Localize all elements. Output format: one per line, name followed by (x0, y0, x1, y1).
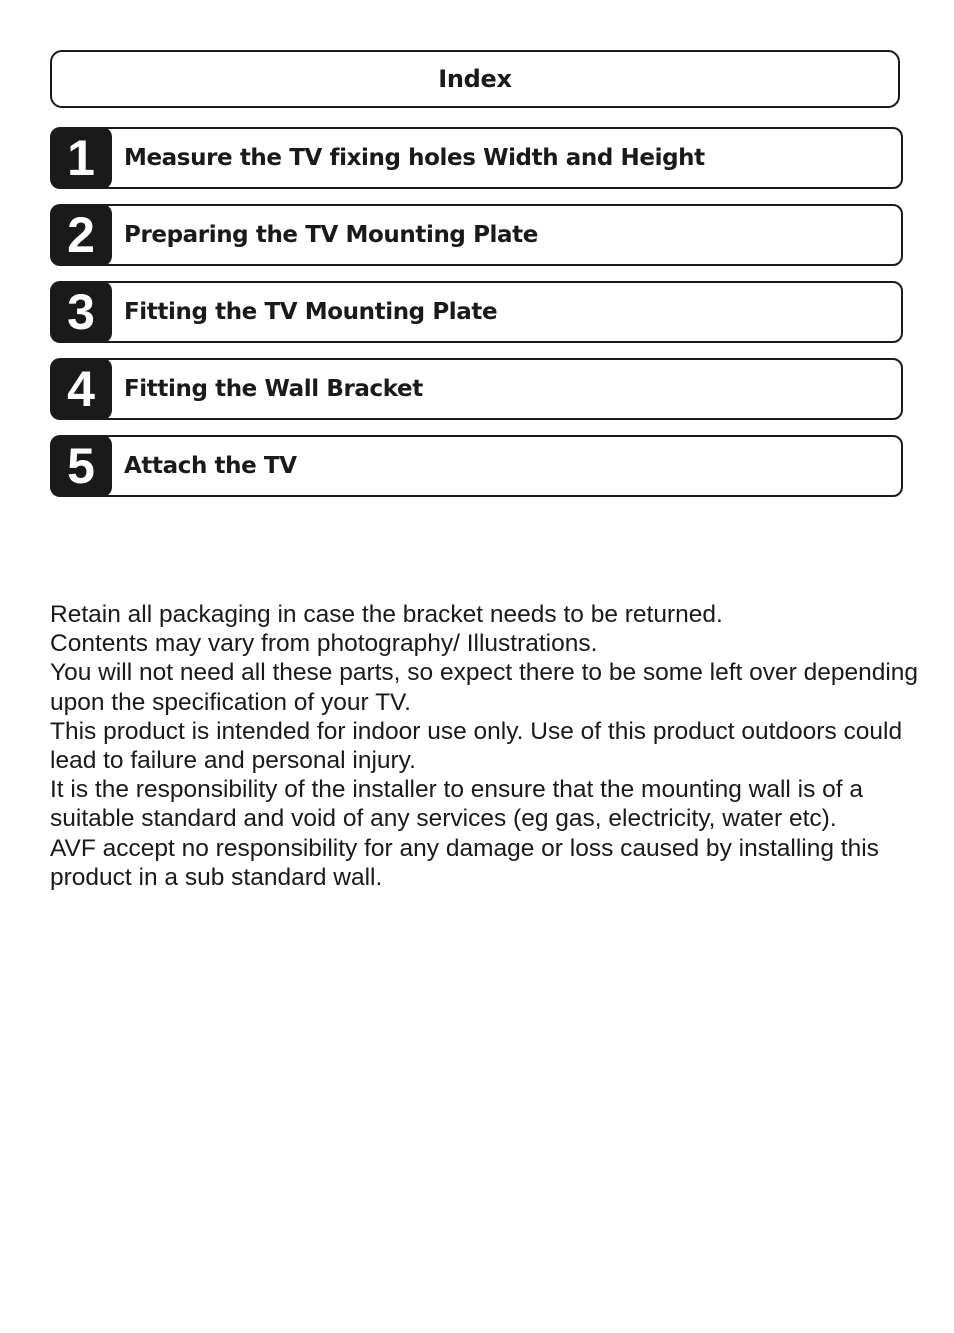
index-item (50, 435, 903, 497)
note-packaging: Retain all packaging in case the bracket needs to be returned. (50, 601, 723, 628)
index-item-number: 3 (50, 281, 112, 343)
index-item (50, 358, 903, 420)
notes-section (50, 600, 930, 892)
index-item-number: 1 (50, 127, 112, 189)
note-contents: Contents may vary from photography/ Illustrations. (50, 630, 598, 658)
index-item (50, 204, 903, 266)
index-title: Index (50, 50, 900, 108)
index-item (50, 281, 903, 343)
index-item-number: 4 (50, 358, 112, 420)
note-liability: AVF accept no responsibility for any damage or loss caused by installing this product in a sub standard wall. (50, 834, 879, 891)
index-list (50, 127, 903, 512)
index-item-number: 2 (50, 204, 112, 266)
index-item-label: Attach the TV (124, 453, 297, 479)
index-item-label: Measure the TV fixing holes Width and Height (124, 145, 705, 171)
note-indoor-use: This product is intended for indoor use only. Use of this product outdoors could lead to failure and personal injury. (50, 717, 903, 775)
index-item-label: Fitting the Wall Bracket (124, 376, 423, 402)
index-item (50, 127, 903, 189)
note-parts: You will not need all these parts, so expect there to be some left over depending upon the specification of your TV. (50, 659, 919, 716)
index-item-number: 5 (50, 435, 112, 497)
index-item-label: Preparing the TV Mounting Plate (124, 222, 538, 248)
index-item-label: Fitting the TV Mounting Plate (124, 299, 498, 325)
note-installer-responsibility: It is the responsibility of the installer to ensure that the mounting wall is of a suitable standard and void of any services (eg gas, electricity, water etc). (50, 776, 864, 833)
